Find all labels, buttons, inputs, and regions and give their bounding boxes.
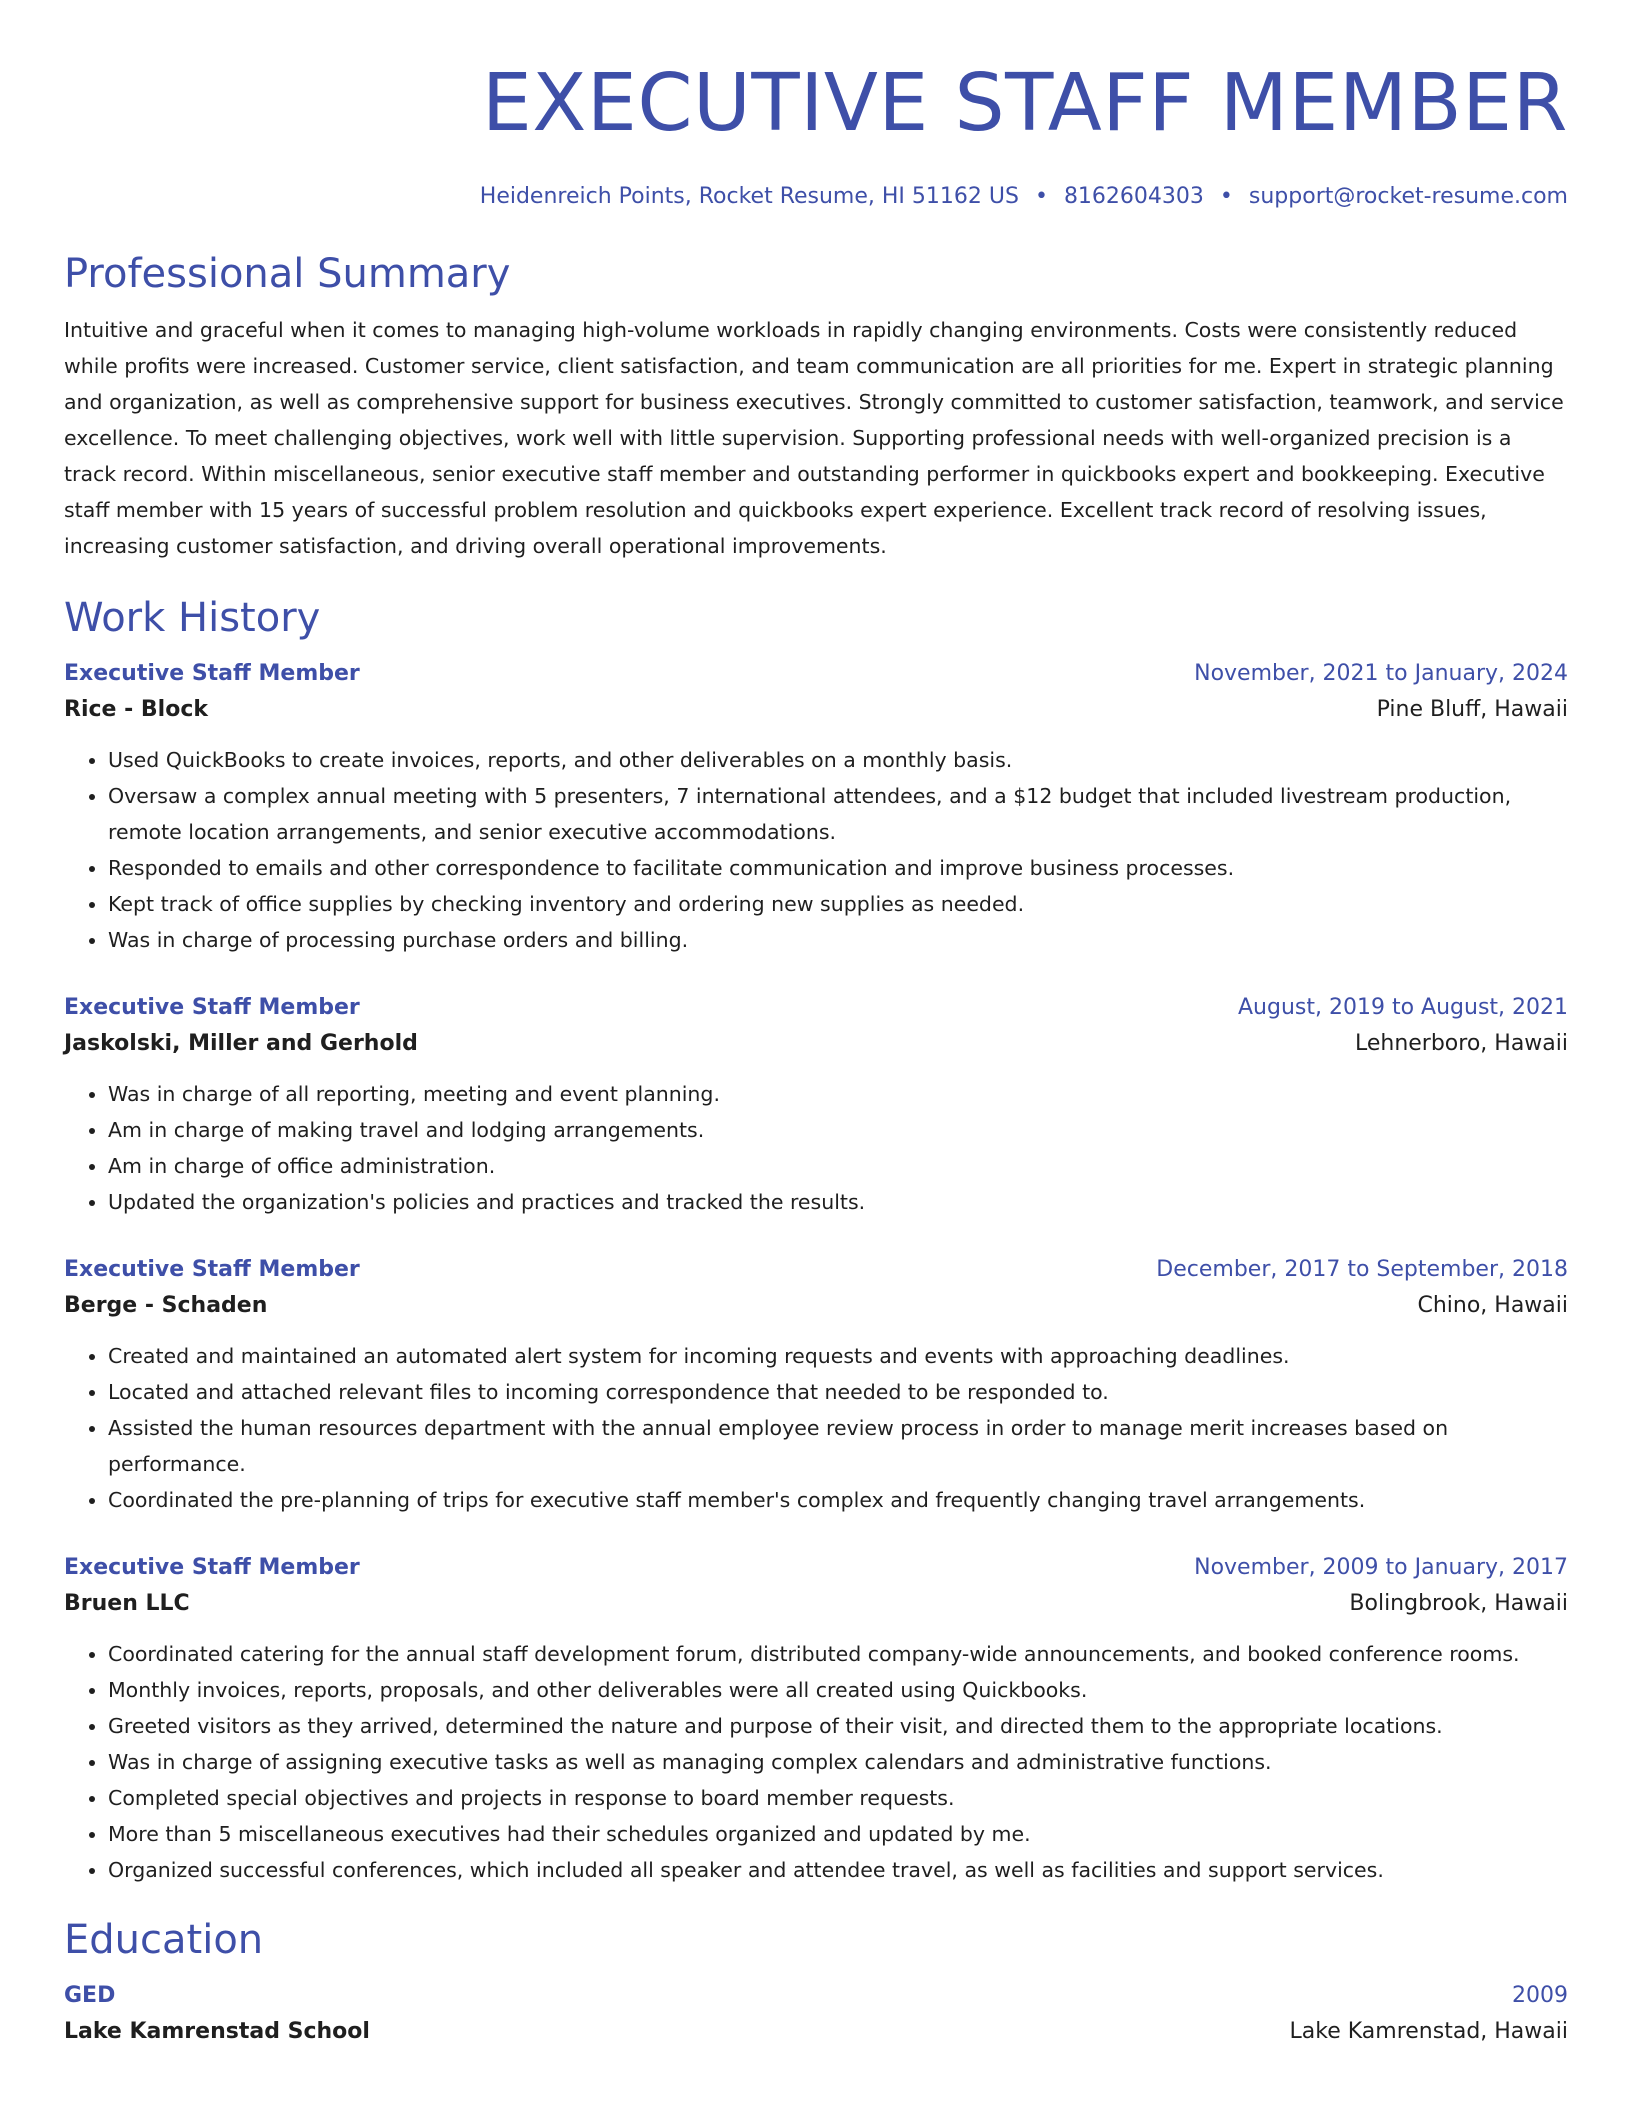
separator-dot: •	[1219, 184, 1233, 209]
bullet-item: • Greeted visitors as they arrived, determined the nature and purpose of their visit, and directed them to the appropriate locations.	[108, 1708, 1568, 1744]
bullet-item: • Located and attached relevant files to incoming correspondence that needed to be responded to.	[108, 1374, 1568, 1410]
job-title: Executive Staff Member	[64, 1257, 360, 1282]
bullet-item: • Coordinated catering for the annual staff development forum, distributed company-wide announcements, and booked conference rooms.	[108, 1636, 1568, 1672]
bullet-item: • Kept track of office supplies by checking inventory and ordering new supplies as needed.	[108, 886, 1568, 922]
job-location: Lehnerboro, Hawaii	[1354, 1031, 1568, 1056]
job-title: Executive Staff Member	[64, 1555, 360, 1580]
bullet-item: • Assisted the human resources department with the annual employee review process in order to manage merit increases based on performance.	[108, 1410, 1568, 1482]
job-entry	[64, 990, 1568, 1220]
address-text: Heidenreich Points, Rocket Resume, HI 51162 US	[479, 184, 1019, 209]
summary-paragraph: Intuitive and graceful when it comes to managing high-volume workloads in rapidly changing environments. Costs were consistently reduced while profits were increased. Customer service, client satisfaction, and team communication are all priorities for me. Expert in strategic planning and organization, as well as comprehensive support for business executives. Strongly committed to customer satisfaction, teamwork, and service excellence. To meet challenging objectives, work well with little supervision. Supporting professional needs with well-organized precision is a track record. Within miscellaneous, senior executive staff member and outstanding performer in quickbooks expert and bookkeeping. Executive staff member with 15 years of successful problem resolution and quickbooks expert experience. Excellent track record of resolving issues, increasing customer satisfaction, and driving overall operational improvements.	[64, 318, 1564, 558]
job-title: Executive Staff Member	[64, 661, 360, 686]
edu-location: Lake Kamrenstad, Hawaii	[1289, 2019, 1568, 2044]
candidate-name: EXECUTIVE STAFF MEMBER	[481, 57, 1568, 149]
job-dates: December, 2017 to September, 2018	[1156, 1257, 1568, 1282]
bullet-item: • Monthly invoices, reports, proposals, and other deliverables were all created using Quickbooks.	[108, 1672, 1568, 1708]
edu-degree: GED	[64, 1983, 116, 2008]
job-location: Chino, Hawaii	[1417, 1293, 1568, 1318]
phone-text: 8162604303	[1063, 184, 1204, 209]
summary-heading: Professional Summary	[64, 251, 511, 297]
job-dates: November, 2009 to January, 2017	[1194, 1555, 1568, 1580]
job-company: Berge - Schaden	[64, 1293, 268, 1318]
bullet-item: • Am in charge of making travel and lodging arrangements.	[108, 1112, 1568, 1148]
job-bullets	[64, 1076, 1568, 1220]
bullet-item: • Was in charge of assigning executive tasks as well as managing complex calendars and administrative functions.	[108, 1744, 1568, 1780]
job-bullets	[64, 1338, 1568, 1518]
bullet-item: • Oversaw a complex annual meeting with 5 presenters, 7 international attendees, and a $12 budget that included livestream production, remote location arrangements, and senior executive accommodations.	[108, 778, 1568, 850]
job-dates: November, 2021 to January, 2024	[1194, 661, 1568, 686]
job-bullets	[64, 742, 1568, 958]
bullet-item: • Am in charge of office administration.	[108, 1148, 1568, 1184]
bullet-item: • Was in charge of processing purchase orders and billing.	[108, 922, 1568, 958]
bullet-item: • Completed special objectives and projects in response to board member requests.	[108, 1780, 1568, 1816]
bullet-item: • Updated the organization's policies and practices and tracked the results.	[108, 1184, 1568, 1220]
job-entry	[64, 656, 1568, 958]
job-entry	[64, 1550, 1568, 1888]
contact-line	[64, 182, 1568, 212]
job-bullets	[64, 1636, 1568, 1888]
bullet-item: • Created and maintained an automated alert system for incoming requests and events with approaching deadlines.	[108, 1338, 1568, 1374]
job-dates: August, 2019 to August, 2021	[1238, 995, 1568, 1020]
education-entry	[64, 1978, 1568, 2050]
bullet-item: • Was in charge of all reporting, meeting and event planning.	[108, 1076, 1568, 1112]
job-location: Pine Bluff, Hawaii	[1376, 697, 1568, 722]
job-title: Executive Staff Member	[64, 995, 360, 1020]
education-heading: Education	[64, 1917, 264, 1963]
separator-dot: •	[1034, 184, 1048, 209]
bullet-item: • Coordinated the pre-planning of trips for executive staff member's complex and frequently changing travel arrangements.	[108, 1482, 1568, 1518]
bullet-item: • More than 5 miscellaneous executives had their schedules organized and updated by me.	[108, 1816, 1568, 1852]
job-company: Rice - Block	[64, 697, 208, 722]
bullet-item: • Organized successful conferences, which included all speaker and attendee travel, as well as facilities and support services.	[108, 1852, 1568, 1888]
email-link[interactable]: support@rocket-resume.com	[1248, 184, 1568, 209]
job-location: Bolingbrook, Hawaii	[1349, 1591, 1568, 1616]
job-entry	[64, 1252, 1568, 1518]
job-company: Jaskolski, Miller and Gerhold	[64, 1031, 418, 1056]
job-company: Bruen LLC	[64, 1591, 190, 1616]
edu-year: 2009	[1512, 1983, 1568, 2008]
edu-school: Lake Kamrenstad School	[64, 2019, 370, 2044]
bullet-item: • Used QuickBooks to create invoices, reports, and other deliverables on a monthly basis.	[108, 742, 1568, 778]
work-history-heading: Work History	[64, 595, 321, 641]
bullet-item: • Responded to emails and other correspondence to facilitate communication and improve business processes.	[108, 850, 1568, 886]
